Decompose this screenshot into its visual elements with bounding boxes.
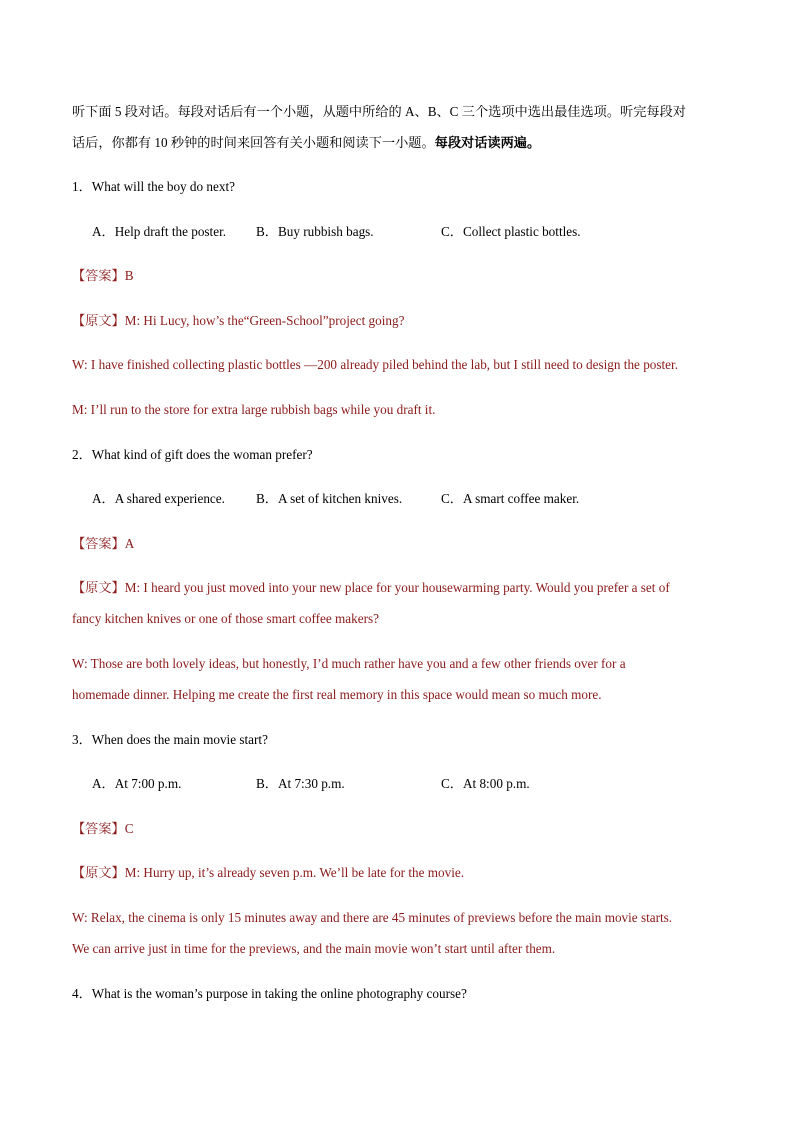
q2-transcript-line-1 [72,578,670,598]
q2-option-b: B．A set of kitchen knives. [256,491,403,506]
q3-option-b: B．At 7:30 p.m. [256,776,345,791]
q1-transcript-line-3: M: I’ll run to the store for extra large rubbish bags while you draft it. [72,402,436,417]
instructions-line-1: 听下面 5 段对话。每段对话后有一个小题，从题中所给的 A、B、C 三个选项中选出最佳选项。听完每段对 [72,104,686,119]
q3-transcript-line-1 [72,863,464,883]
answer-value: B [124,268,134,283]
q2-option-a: A．A shared experience. [92,491,225,506]
question-2: 2．What kind of gift does the woman prefer? [72,447,313,462]
q2-transcript-line-2: fancy kitchen knives or one of those smart coffee makers? [72,611,379,626]
q3-transcript-line-3: We can arrive just in time for the previews, and the main movie won’t start until after them. [72,941,556,956]
transcript-text: M: Hurry up, it’s already seven p.m. We’ll be late for the movie. [124,865,465,880]
q1-option-c: C．Collect plastic bottles. [441,224,581,239]
answer-label: 【答案】 [72,268,125,283]
transcript-label: 【原文】 [72,580,125,595]
question-1: 1．What will the boy do next? [72,179,235,194]
q1-option-a: A．Help draft the poster. [92,224,227,239]
q3-option-a: A．At 7:00 p.m. [92,776,182,791]
question-3: 3．When does the main movie start? [72,732,268,747]
transcript-label: 【原文】 [72,313,125,328]
answer-value: A [124,536,135,551]
q2-answer [72,534,134,554]
q3-answer [72,819,134,839]
q3-option-c: C．At 8:00 p.m. [441,776,530,791]
answer-label: 【答案】 [72,536,125,551]
q1-transcript-line-1 [72,311,404,331]
answer-value: C [124,821,134,836]
transcript-text: M: Hi Lucy, how’s the“Green-School”project going? [124,313,405,328]
q1-option-b: B．Buy rubbish bags. [256,224,374,239]
question-4: 4．What is the woman’s purpose in taking the online photography course? [72,986,467,1001]
instructions-emphasis: 每段对话读两遍。 [434,135,541,150]
q2-transcript-line-3: W: Those are both lovely ideas, but honestly, I’d much rather have you and a few other friends over for a [72,656,626,671]
transcript-label: 【原文】 [72,865,125,880]
q1-answer [72,266,134,286]
q1-transcript-line-2: W: I have finished collecting plastic bottles —200 already piled behind the lab, but I still need to design the poster. [72,357,678,372]
q2-transcript-line-4: homemade dinner. Helping me create the first real memory in this space would mean so much more. [72,687,602,702]
instructions-text: 话后，你都有 10 秒钟的时间来回答有关小题和阅读下一小题。 [72,135,435,150]
answer-label: 【答案】 [72,821,125,836]
transcript-text: M: I heard you just moved into your new place for your housewarming party. Would you prefer a set of [124,580,670,595]
q2-option-c: C．A smart coffee maker. [441,491,580,506]
q3-transcript-line-2: W: Relax, the cinema is only 15 minutes away and there are 45 minutes of previews before the main movie starts. [72,910,673,925]
instructions-line-2 [72,133,540,153]
